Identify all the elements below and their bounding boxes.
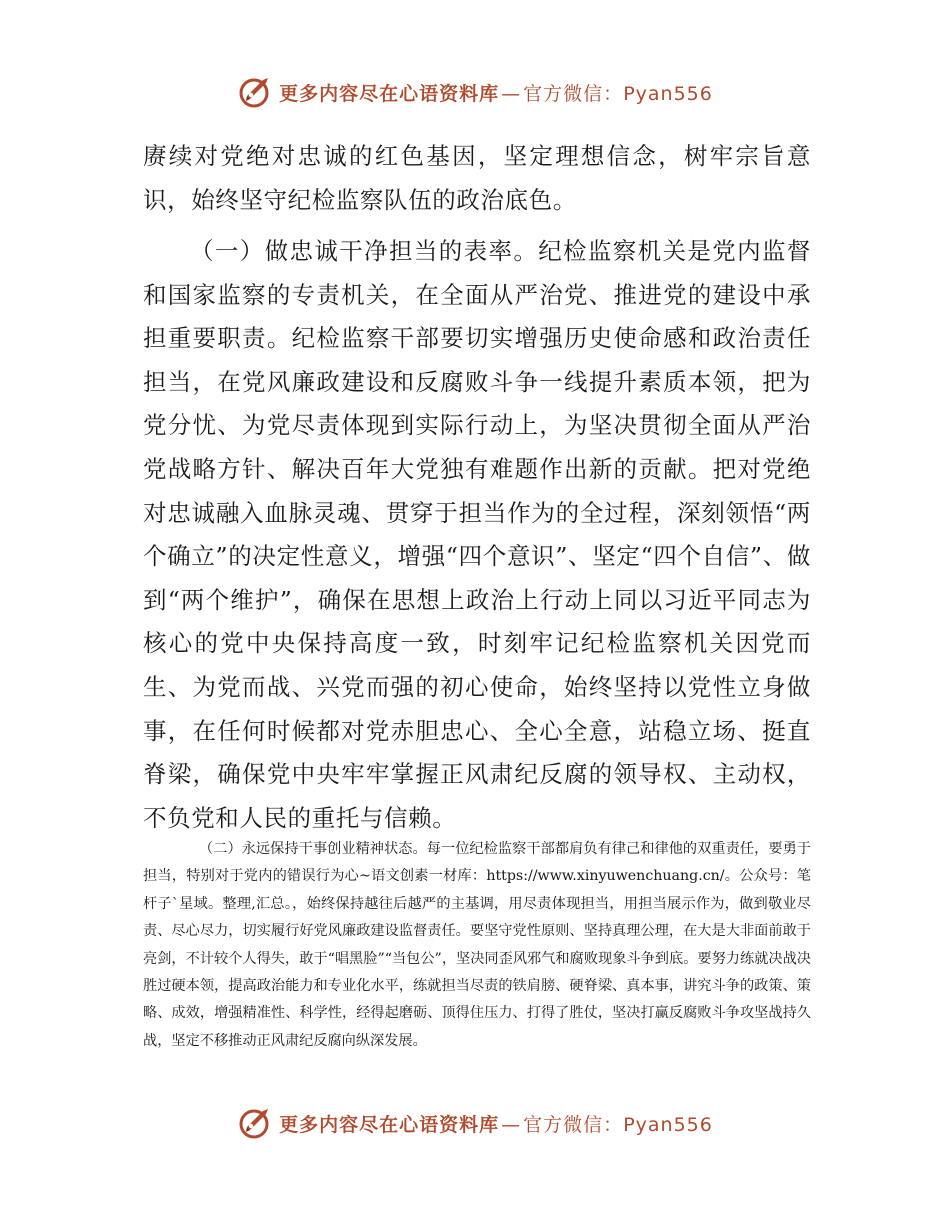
header-watermark-banner (0, 70, 950, 114)
footer-watermark-banner (0, 1101, 950, 1145)
footer-watermark-content (237, 1105, 713, 1141)
banner-separator: — (501, 1113, 522, 1136)
header-watermark-content (237, 74, 713, 110)
banner-separator: — (501, 82, 522, 105)
quill-pen-logo-icon (237, 1105, 273, 1141)
quill-pen-logo-icon (237, 74, 273, 110)
banner-contact-label: 官方微信： (523, 82, 624, 105)
body-paragraph-1: 赓续对党绝对忠诚的红色基因，坚定理想信念，树牢宗旨意识，始终坚守纪检监察队伍的政治底色。 (143, 142, 811, 214)
banner-text (279, 79, 713, 106)
body-paragraph-3: （二）永远保持干事创业精神状态。每一位纪检监察干部都肩负有律己和律他的双重责任，要勇于担当，特别对于党内的错误行为心~语文创素一材库：https://www.xinyuwenchuang.cn/。公众号：笔杆子`星域。整理,汇总。，始终保持越往后越严的主基调，用尽责体现担当，用担当展示作为，做到敬业尽责、尽心尽力，切实履行好党风廉政建设监督责任。要坚守党性原则、坚持真理公理，在大是大非面前敢于亮剑，不计较个人得失，敢于“唱黑脸”“当包公”，坚决同歪风邪气和腐败现象斗争到底。要努力练就决战决胜过硬本领，提高政治能力和专业化水平，练就担当尽责的铁肩膀、硬脊梁、真本事，讲究斗争的政策、策略、成效，增强精准性、科学性，经得起磨砺、顶得住压力、打得了胜仗，坚决打赢反腐败斗争攻坚战持久战，坚定不移推动正风肃纪反腐向纵深发展。 (143, 841, 811, 1049)
body-paragraph-2: （一）做忠诚干净担当的表率。纪检监察机关是党内监督和国家监察的专责机关，在全面从严治党、推进党的建设中承担重要职责。纪检监察干部要切实增强历史使命感和政治责任担当，在党风廉政建设和反腐败斗争一线提升素质本领，把为党分忧、为党尽责体现到实际行动上，为坚决贯彻全面从严治党战略方针、解决百年大党独有难题作出新的贡献。把对党绝对忠诚融入血脉灵魂、贯穿于担当作为的全过程，深刻领悟“两个确立”的决定性意义，增强“四个意识”、坚定“四个自信”、做到“两个维护”，确保在思想上政治上行动上同以习近平同志为核心的党中央保持高度一致，时刻牢记纪检监察机关因党而生、为党而战、兴党而强的初心使命，始终坚持以党性立身做事，在任何时候都对党赤胆忠心、全心全意，站稳立场、挺直脊梁，确保党中央牢牢掌握正风肃纪反腐的领导权、主动权，不负党和人民的重托与信赖。 (143, 237, 811, 832)
banner-contact-id: Pyan556 (623, 1113, 713, 1136)
banner-contact-label: 官方微信： (523, 1113, 624, 1136)
banner-text (279, 1110, 713, 1137)
banner-contact-id: Pyan556 (623, 82, 713, 105)
banner-main-text: 更多内容尽在心语资料库 (279, 1113, 500, 1136)
banner-main-text: 更多内容尽在心语资料库 (279, 82, 500, 105)
